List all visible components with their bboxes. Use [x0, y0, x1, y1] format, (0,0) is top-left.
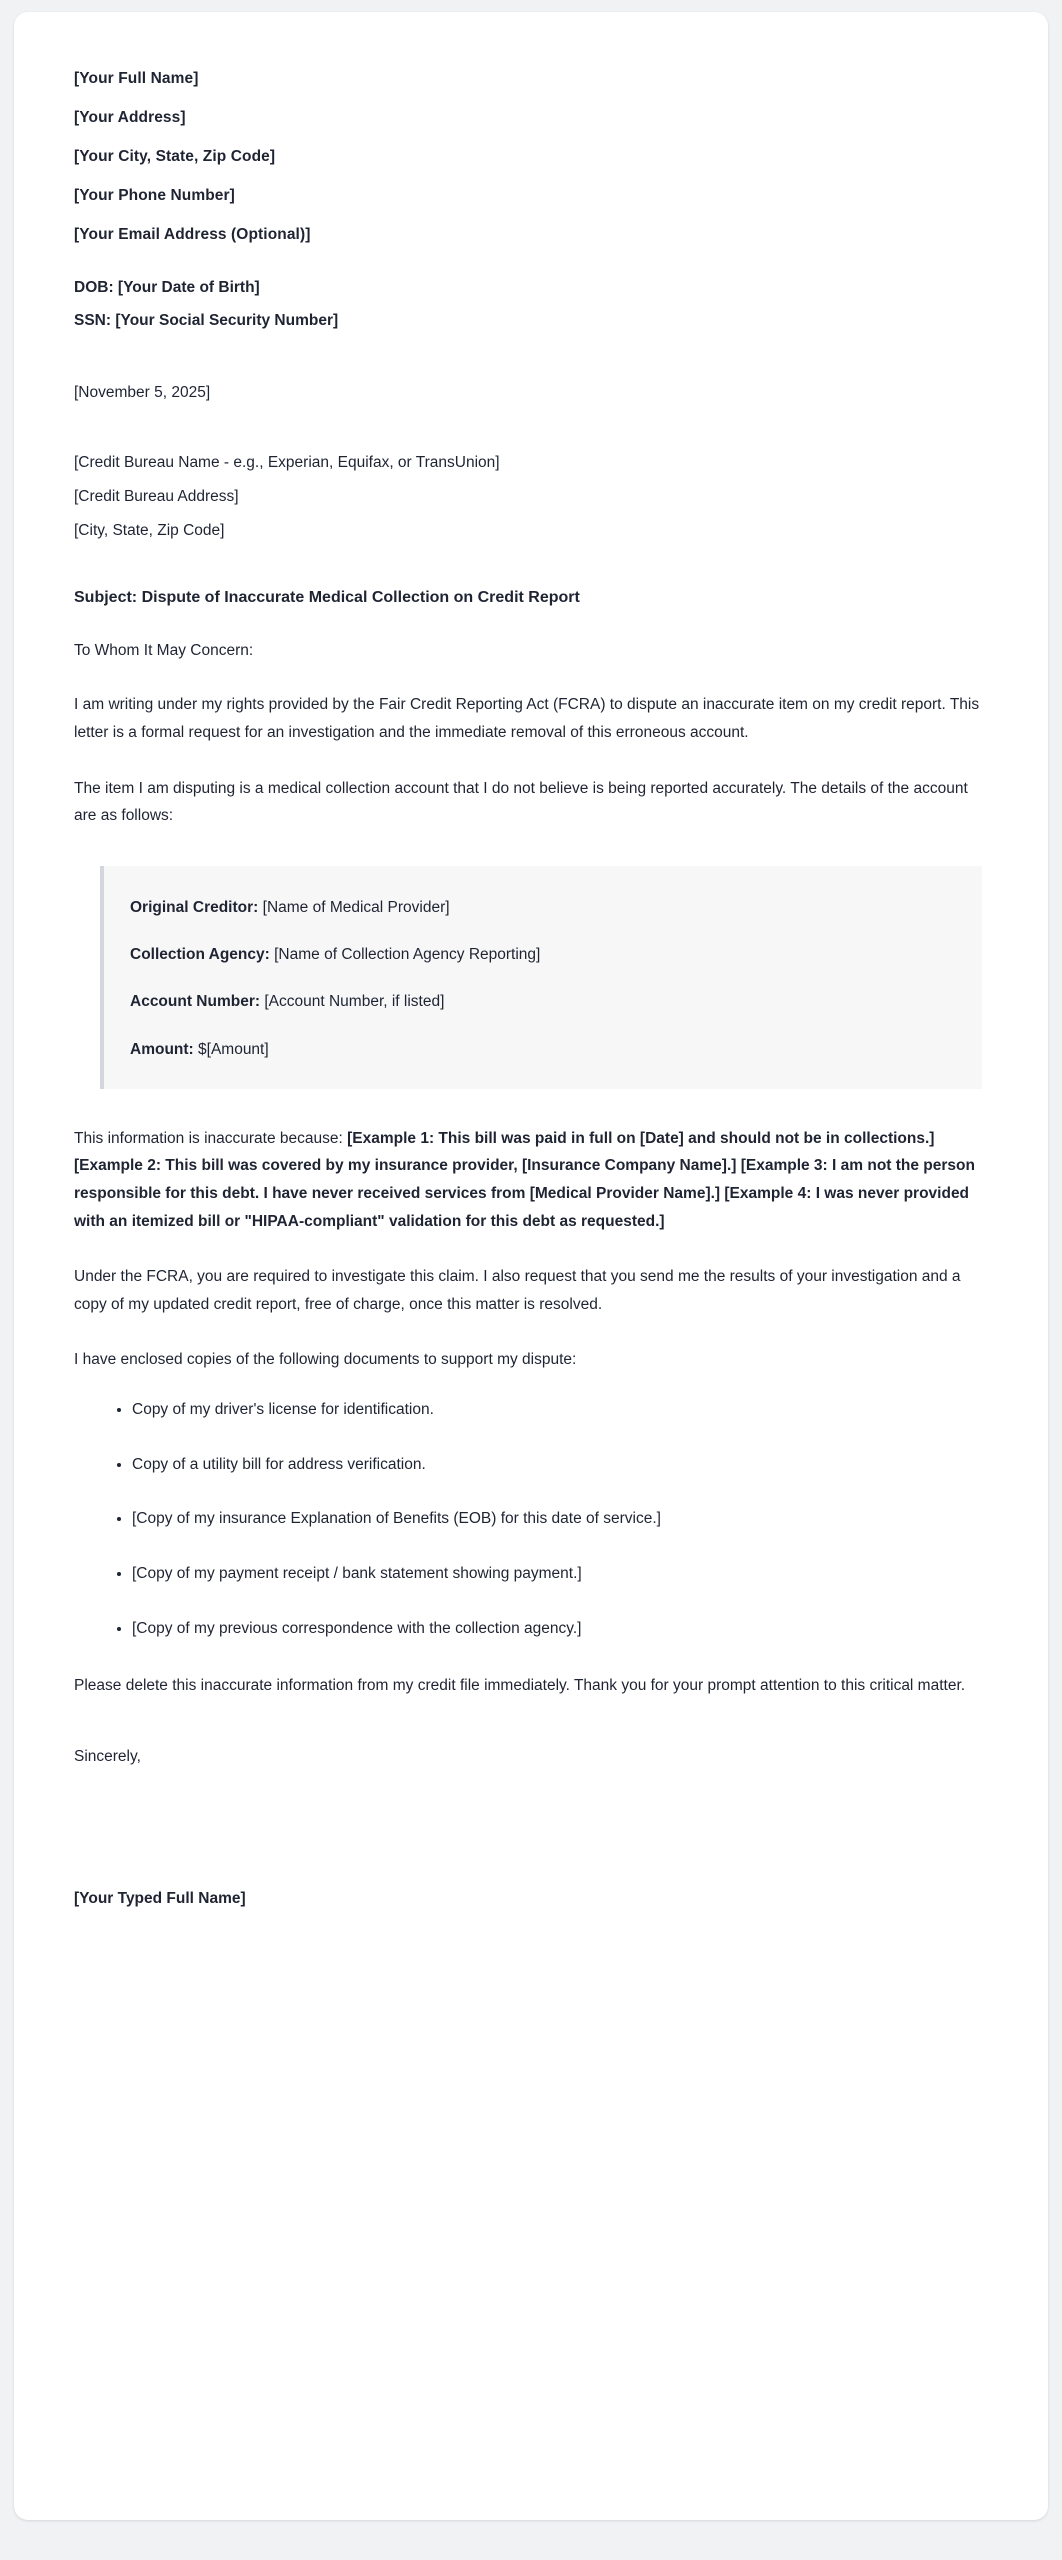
detail-row — [130, 896, 956, 919]
original-creditor-value: [Name of Medical Provider] — [262, 898, 450, 916]
letter-date: [November 5, 2025] — [74, 384, 211, 402]
dispute-reasons-paragraph — [74, 1125, 988, 1235]
date-of-birth-line — [74, 279, 988, 296]
amount-label: Amount: — [130, 1040, 194, 1058]
list-item: • [Copy of my insurance Explanation of Benefits (EOB) for this date of service.] — [132, 1507, 988, 1532]
collection-agency-value: [Name of Collection Agency Reporting] — [274, 946, 541, 964]
account-details-box — [100, 866, 982, 1089]
identifiers-block — [74, 279, 988, 329]
recipient-address-block — [74, 454, 988, 539]
sender-address-block — [74, 70, 988, 243]
intro-paragraph: I am writing under my rights provided by the Fair Credit Reporting Act (FCRA) to dispute an inaccurate item on my credit report. This letter is a formal request for an investigation and the immediate removal of this erroneous account. — [74, 696, 980, 742]
disputed-item-paragraph: The item I am disputing is a medical collection account that I do not believe is being reported accurately. The details of the account are as follows: — [74, 779, 968, 825]
dob-label: DOB: — [74, 279, 114, 297]
salutation: To Whom It May Concern: — [74, 641, 254, 659]
credit-bureau-city-state-zip: [City, State, Zip Code] — [74, 522, 225, 540]
signoff-line: Sincerely, — [74, 1748, 141, 1766]
detail-row — [130, 1038, 956, 1061]
list-item: • Copy of my driver's license for identification. — [132, 1398, 988, 1423]
detail-row — [130, 943, 956, 966]
sender-full-name: [Your Full Name] — [74, 70, 199, 87]
letter-document-card — [14, 12, 1048, 2520]
account-number-label: Account Number: — [130, 993, 261, 1011]
sender-city-state-zip: [Your City, State, Zip Code] — [74, 148, 276, 166]
ssn-value: [Your Social Security Number] — [115, 312, 339, 330]
typed-signature-name: [Your Typed Full Name] — [74, 1890, 246, 1908]
closing-request-paragraph: Please delete this inaccurate information from my credit file immediately. Thank you for your prompt attention to this critical matter. — [74, 1676, 966, 1694]
original-creditor-label: Original Creditor: — [130, 898, 259, 916]
list-item: • [Copy of my payment receipt / bank statement showing payment.] — [132, 1562, 988, 1587]
list-item: • Copy of a utility bill for address verification. — [132, 1453, 988, 1478]
subject-line: Subject: Dispute of Inaccurate Medical Collection on Credit Report — [74, 589, 580, 607]
ssn-line — [74, 312, 988, 329]
sender-phone-number: [Your Phone Number] — [74, 187, 235, 205]
detail-row — [130, 990, 956, 1013]
ssn-label: SSN: — [74, 312, 112, 330]
enclosures-list — [74, 1398, 988, 1642]
enclosures-intro-paragraph: I have enclosed copies of the following documents to support my dispute: — [74, 1351, 577, 1369]
credit-bureau-address: [Credit Bureau Address] — [74, 488, 239, 506]
list-item: • [Copy of my previous correspondence with the collection agency.] — [132, 1617, 988, 1642]
account-number-value: [Account Number, if listed] — [264, 993, 445, 1011]
fcra-investigation-paragraph: Under the FCRA, you are required to investigate this claim. I also request that you send me the results of your investigation and a copy of my updated credit report, free of charge, once this matter is resolved. — [74, 1268, 961, 1313]
amount-value: $[Amount] — [198, 1040, 269, 1058]
dob-value: [Your Date of Birth] — [117, 279, 260, 297]
collection-agency-label: Collection Agency: — [130, 946, 270, 964]
dispute-reasons-examples: [Example 1: This bill was paid in full on [Date] and should not be in collections.] [Example 2: This bill was covered by my insurance provider, [Insurance Company Name].] [Example 3: I am not the person responsible for this debt. I have never received services from [Medical Provider Name].] [Example 4: I was never provided with an itemized bill or "HIPAA-compliant" validation for this debt as requested.] — [74, 1129, 975, 1230]
dispute-reasons-lead-in: This information is inaccurate because: — [74, 1129, 348, 1147]
sender-address: [Your Address] — [74, 109, 186, 127]
credit-bureau-name: [Credit Bureau Name - e.g., Experian, Equifax, or TransUnion] — [74, 454, 500, 472]
sender-email-address: [Your Email Address (Optional)] — [74, 226, 311, 244]
